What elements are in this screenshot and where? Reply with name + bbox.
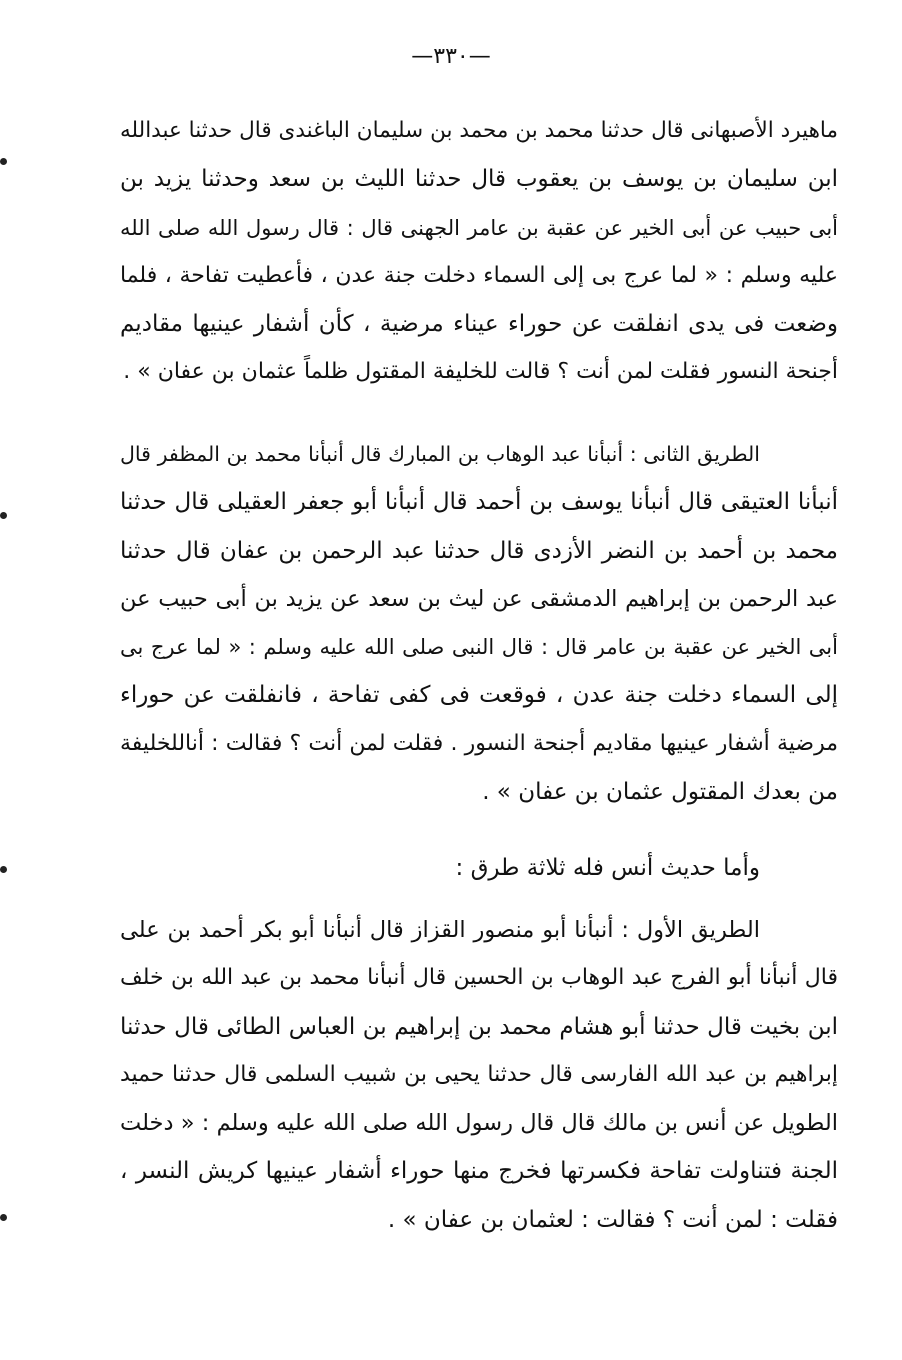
text-line: فقلت : لمن أنت ؟ فقالت : لعثمان بن عفان » . <box>387 1206 838 1233</box>
text-line: الطريق الأول : أنبأنا أبو منصور القزاز قال أنبأنا أبو بكر أحمد بن على <box>120 917 760 943</box>
text-line: ماهيرد الأصبهانى قال حدثنا محمد بن محمد بن سليمان الباغندى قال حدثنا عبدالله <box>120 118 838 143</box>
section-heading-anas <box>120 844 838 892</box>
page-number: —٣٣٠— <box>411 44 491 69</box>
paragraph-second-route <box>120 430 838 816</box>
scan-mark <box>0 1214 7 1221</box>
text-line: أنبأنا العتيقى قال أنبأنا يوسف بن أحمد قال أنبأنا أبو جعفر العقيلى قال حدثنا <box>120 489 838 516</box>
paragraph-hadith-continuation <box>120 107 838 397</box>
text-line: أبى حبيب عن أبى الخير عن عقبة بن عامر الجهنى قال : قال رسول الله صلى الله <box>120 215 838 240</box>
scan-mark <box>0 158 7 165</box>
scan-mark <box>0 512 7 519</box>
text-line: من بعدك المقتول عثمان بن عفان » . <box>482 779 838 806</box>
text-line: أجنحة النسور فقلت لمن أنت ؟ قالت للخليفة المقتول ظلماً عثمان بن عفان » . <box>123 359 838 385</box>
text-line: إلى السماء دخلت جنة عدن ، فوقعت فى كفى تفاحة ، فانفلقت عن حوراء <box>120 682 838 709</box>
section-heading: وأما حديث أنس فله ثلاثة طرق : <box>455 855 760 881</box>
text-line: قال أنبأنا أبو الفرج عبد الوهاب بن الحسين قال أنبأنا محمد بن عبد الله بن خلف <box>120 965 838 991</box>
text-line: ابن سليمان بن يوسف بن يعقوب قال حدثنا الليث بن سعد وحدثنا يزيد بن <box>120 166 838 193</box>
text-line: أبى الخير عن عقبة بن عامر قال : قال النبى صلى الله عليه وسلم : « لما عرج بى <box>120 635 838 660</box>
text-line: ابن بخيت قال حدثنا أبو هشام محمد بن إبراهيم بن العباس الطائى قال حدثنا <box>120 1013 838 1040</box>
text-line: الطويل عن أنس بن مالك قال قال رسول الله صلى الله عليه وسلم : « دخلت <box>120 1110 838 1137</box>
text-line: إبراهيم بن عبد الله الفارسى قال حدثنا يحيى بن شبيب السلمى قال حدثنا حميد <box>120 1061 838 1087</box>
text-line: مرضية أشفار عينيها مقاديم أجنحة النسور . فقلت لمن أنت ؟ فقالت : أناللخليفة <box>120 730 838 756</box>
text-line: وضعت فى يدى انفلقت عن حوراء عيناء مرضية ، كأن أشفار عينيها مقاديم <box>120 311 838 338</box>
text-line: عبد الرحمن بن إبراهيم الدمشقى عن ليث بن سعد عن يزيد بن أبى حبيب عن <box>120 585 838 612</box>
paragraph-first-route <box>120 906 838 1244</box>
text-line: محمد بن أحمد بن النضر الأزدى قال حدثنا عبد الرحمن بن عفان قال حدثنا <box>120 537 838 564</box>
text-line: عليه وسلم : « لما عرج بى إلى السماء دخلت جنة عدن ، فأعطيت تفاحة ، فلما <box>120 262 838 288</box>
text-line: الطريق الثانى : أنبأنا عبد الوهاب بن المبارك قال أنبأنا محمد بن المظفر قال <box>120 442 760 466</box>
text-line: الجنة فتناولت تفاحة فكسرتها فخرج منها حوراء أشفار عينيها كريش النسر ، <box>120 1158 838 1185</box>
scan-mark <box>0 866 7 873</box>
